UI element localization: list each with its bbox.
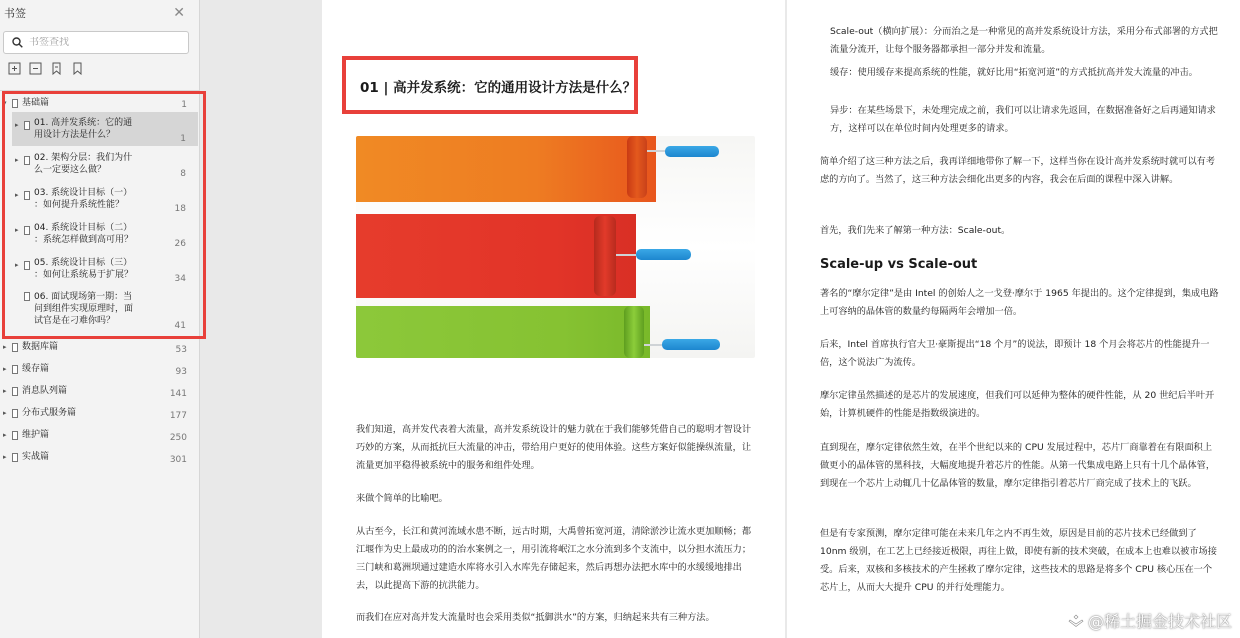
bookmark-page: 177: [169, 411, 187, 421]
bookmark-label-line2: 么一定要这么做？: [34, 165, 107, 175]
bookmark-page: 34: [174, 274, 186, 284]
bookmark-item-basics[interactable]: [0, 94, 199, 114]
paragraph-first-method: 首先，我们先来了解第一种方法：Scale-out。: [820, 225, 1011, 236]
bookmark-label: 分布式服务篇: [22, 408, 77, 418]
bullet-cache: 缓存：使用缓存来提高系统的性能，就好比用“拓宽河道”的方式抵抗高并发大流量的冲击。: [830, 67, 1198, 78]
sidebar-divider: [0, 90, 199, 91]
paragraph-moore: 著名的“摩尔定律”是由 Intel 的创始人之一戈登·摩尔于 1965 年提出的。这个定律提到，集成电路上可容纳的晶体管的数量约每隔两年会增加一倍。: [820, 288, 1219, 317]
sidebar-toolbar: [0, 54, 199, 84]
green-paint-stripe: [356, 306, 650, 358]
paragraph-multicore: 但是有专家预测，摩尔定律可能在未来几年之内不再生效，原因是目前的芯片技术已经做到了 10nm 级别，在工艺上已经接近极限，再往上做，即使有新的技术突破，在成本上也难以被市场接受。后来，双核和多核技术的产生拯救了摩尔定律，这些技术的思路是将多个 CPU 核心压在一个芯片上，从而大大提升 CPU 的并行处理能力。: [820, 528, 1217, 593]
expand-toggle-icon[interactable]: ▸: [15, 261, 19, 269]
document-page-left: [322, 0, 785, 638]
bookmark-doc-icon: [12, 365, 18, 374]
bookmark-page: 53: [175, 345, 187, 355]
orange-roller: [627, 136, 647, 198]
search-icon: [12, 37, 23, 48]
bookmark-page: 141: [169, 389, 187, 399]
bookmark-label-line1: 05. 系统设计目标（三）: [34, 258, 133, 268]
expand-toggle-icon[interactable]: ▸: [3, 409, 7, 417]
expand-toggle-icon[interactable]: ▸: [15, 156, 19, 164]
bookmark-page: 8: [180, 169, 186, 179]
bookmark-doc-icon: [12, 387, 18, 396]
bookmark-search-box[interactable]: [3, 31, 189, 54]
bookmark-label-line2: ：如何提升系统性能？: [34, 200, 125, 210]
bookmark-doc-icon: [12, 343, 18, 352]
bookmark-doc-icon: [12, 453, 18, 462]
roller-handle: [644, 344, 664, 346]
paragraph-house: 后来，Intel 首席执行官大卫·豪斯提出“18 个月”的说法，即预计 18 个月会将芯片的性能提升一倍，这个说法广为流传。: [820, 339, 1210, 368]
document-page-right: [787, 0, 1240, 638]
watermark: [1068, 609, 1232, 632]
expand-toggle-icon[interactable]: ▸: [3, 365, 7, 373]
bookmark-doc-icon: [24, 261, 30, 270]
bookmark-item-03[interactable]: [12, 183, 198, 217]
bookmark-page: 26: [174, 239, 186, 249]
bookmark-label: 维护篇: [22, 430, 50, 440]
orange-paint-stripe: [356, 136, 656, 202]
bullet-scale-out: Scale-out（横向扩展）：分而治之是一种常见的高并发系统设计方法，采用分布式部署的方式把流量分流开，让每个服务器都承担一部分并发和流量。: [830, 26, 1218, 55]
bookmark-doc-icon: [24, 156, 30, 165]
expand-toggle-icon[interactable]: ▸: [15, 191, 19, 199]
bookmark-label: 数据库篇: [22, 342, 59, 352]
expand-toggle-icon[interactable]: ▸: [3, 431, 7, 439]
bullet-async: 异步：在某些场景下，未处理完成之前，我们可以让请求先返回，在数据准备好之后再通知请求方，这样可以在单位时间内处理更多的请求。: [830, 105, 1216, 134]
paragraph-1: 我们知道，高并发代表着大流量，高并发系统设计的魅力就在于我们能够凭借自己的聪明才智设计巧妙的方案，从而抵抗巨大流量的冲击，带给用户更好的使用体验。这些方案好似能操纵流量，让流量更加平稳得被系统中的服务和组件处理。: [356, 424, 752, 471]
bookmark-label-line1: 06. 面试现场第一期：当: [34, 292, 133, 302]
expand-toggle-icon[interactable]: ▸: [15, 226, 19, 234]
bookmark-doc-icon: [12, 99, 18, 108]
bookmark-page: 250: [169, 433, 187, 443]
bookmark-doc-icon: [24, 292, 30, 301]
sidebar-title: 书签: [4, 7, 26, 20]
bookmark-label-line2: 用设计方法是什么？: [34, 130, 116, 140]
roller-grip: [636, 249, 691, 260]
bookmark-doc-icon: [24, 226, 30, 235]
bookmark-doc-icon: [24, 191, 30, 200]
bookmark-item-database[interactable]: [0, 339, 199, 357]
roller-handle: [647, 150, 667, 152]
bookmark-label-line2: ：如何让系统易于扩展？: [34, 270, 134, 280]
bookmark-label-line3: 试官是在刁难你吗？: [34, 316, 116, 326]
bookmark-label-line2: 问到组件实现原理时，面: [34, 304, 134, 314]
title-highlight-box: [342, 56, 638, 114]
bookmark-label: 缓存篇: [22, 364, 50, 374]
bookmark-page: 18: [174, 204, 186, 214]
bookmark-page: 1: [181, 100, 187, 110]
bookmark-doc-icon: [24, 121, 30, 130]
expand-toggle-icon[interactable]: ▸: [3, 453, 7, 461]
roller-grip: [662, 339, 720, 350]
bookmark-page: 301: [169, 455, 187, 465]
bookmark-item-05[interactable]: [12, 253, 198, 287]
expand-toggle-icon[interactable]: ▸: [15, 121, 19, 129]
bookmark-item-01[interactable]: [12, 112, 198, 146]
expand-all-icon[interactable]: [8, 62, 21, 75]
bookmark-label-line1: 01. 高并发系统：它的通: [34, 118, 133, 128]
bookmark-label-line1: 02. 架构分层：我们为什: [34, 153, 133, 163]
chapter-title: 01 | 高并发系统：它的通用设计方法是什么？: [360, 80, 637, 96]
bookmark-page: 1: [180, 134, 186, 144]
bookmark-item-maintenance[interactable]: [0, 427, 199, 445]
watermark-text: @稀土掘金技术社区: [1087, 612, 1232, 631]
roller-grip: [665, 146, 719, 157]
bookmark-doc-icon: [12, 409, 18, 418]
bookmark-doc-icon: [12, 431, 18, 440]
bookmark-label-line1: 04. 系统设计目标（二）: [34, 223, 133, 233]
paint-rollers-image: [356, 136, 755, 358]
expand-toggle-icon[interactable]: ▸: [3, 343, 7, 351]
bookmark-item-distributed[interactable]: [0, 405, 199, 423]
paragraph-2: 来做个简单的比喻吧。: [356, 493, 448, 504]
bookmark-sidebar: [0, 0, 200, 638]
paragraph-cpu: 直到现在，摩尔定律依然生效，在半个世纪以来的 CPU 发展过程中，芯片厂商靠着在有限面积上做更小的晶体管的黑科技，大幅度地提升着芯片的性能。从第一代集成电路上只有十几个晶体管，到现在一个芯片上动辄几十亿晶体管的数量，摩尔定律指引着芯片厂商完成了技术上的飞跃。: [820, 442, 1216, 489]
roller-handle: [616, 254, 638, 256]
bookmark-label-line2: ：系统怎样做到高可用？: [34, 235, 134, 245]
bookmark-item-practice[interactable]: [0, 449, 199, 467]
paragraph-intro: 简单介绍了这三种方法之后，我再详细地带你了解一下，这样当你在设计高并发系统时就可以有考虑的方向了。当然了，这三种方法会细化出更多的内容，我会在后面的课程中深入讲解。: [820, 156, 1216, 185]
expand-toggle-icon[interactable]: ▾: [3, 99, 7, 107]
add-bookmark-icon[interactable]: [50, 62, 63, 75]
bookmark-label: 实战篇: [22, 452, 50, 462]
bookmark-page: 93: [175, 367, 187, 377]
sidebar-header: [0, 0, 199, 26]
bookmark-search-input[interactable]: [29, 37, 169, 48]
juejin-logo-icon: [1068, 614, 1084, 628]
bookmark-label-line1: 03. 系统设计目标（一）: [34, 188, 133, 198]
bookmark-item-04[interactable]: [12, 218, 198, 252]
section-heading: Scale-up vs Scale-out: [820, 257, 978, 272]
bookmark-item-02[interactable]: [12, 148, 198, 182]
paragraph-hardware: 摩尔定律虽然描述的是芯片的发展速度，但我们可以延伸为整体的硬件性能，从 20 世纪后半叶开始，计算机硬件的性能是指数级演进的。: [820, 390, 1215, 419]
close-icon[interactable]: ✕: [173, 5, 185, 21]
paragraph-3: 从古至今，长江和黄河流域水患不断，远古时期，大禹曾拓宽河道，清除淤沙让流水更加顺畅；都江堰作为史上最成功的的治水案例之一，用引流将岷江之水分流到多个支流中，以分担水流压力；三门峡和葛洲坝通过建造水库将水引入水库先存储起来，然后再想办法把水库中的水缓缓地排出去，以此提高下游的抗洪能力。: [356, 526, 752, 591]
green-roller: [624, 306, 644, 358]
bookmark-item-06[interactable]: [12, 288, 198, 334]
bookmark-item-mq[interactable]: [0, 383, 199, 401]
expand-toggle-icon[interactable]: ▸: [3, 387, 7, 395]
bookmark-label: 基础篇: [22, 98, 50, 108]
bookmark-label: 消息队列篇: [22, 386, 68, 396]
bookmark-icon[interactable]: [71, 62, 84, 75]
paragraph-4: 而我们在应对高并发大流量时也会采用类似“抵御洪水”的方案，归纳起来共有三种方法。: [356, 612, 715, 623]
bookmark-page: 41: [174, 321, 186, 331]
collapse-all-icon[interactable]: [29, 62, 42, 75]
red-roller: [594, 216, 616, 296]
bookmark-item-cache[interactable]: [0, 361, 199, 379]
